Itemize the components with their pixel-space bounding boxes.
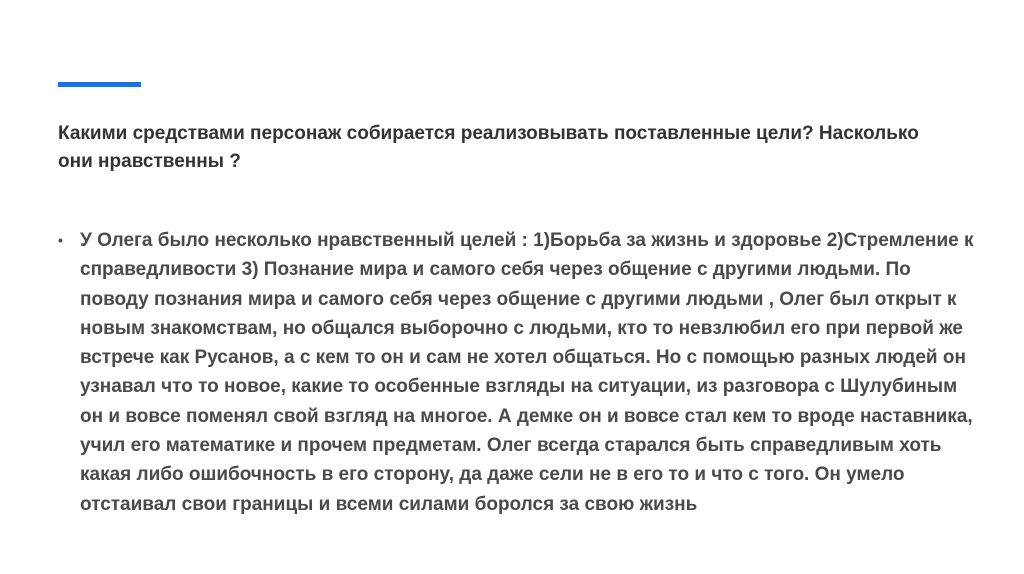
accent-bar — [58, 82, 141, 87]
bullet-text: У Олега было несколько нравственный целей : 1)Борьба за жизнь и здоровье 2)Стремление к справедливости 3) Познание мира и самого себя через общение с другими людьми. По поводу познания мира и самого себя через общение с другими людьми , Олег был открыт к новым знакомствам, но общался выборочно с людьми, кто то невзлюбил его при первой же встрече как Русанов, а с кем то он и сам не хотел общаться. Но с помощью разных людей он узнавал что то новое, какие то особенные взгляды на ситуации, из разговора с Шулубиным он и вовсе поменял свой взгляд на многое. А демке он и вовсе стал кем то вроде наставника, учил его математике и прочем предметам. Олег всегда старался быть справедливым хоть какая либо ошибочность в его сторону, да даже сели не в его то и что с того. Он умело отстаивал свои границы и всеми силами боролся за свою жизнь — [80, 230, 974, 515]
bullet-icon: • — [58, 232, 63, 248]
bullet-item — [58, 226, 978, 519]
slide-title: Какими средствами персонаж собирается реализовывать поставленные цели? Насколько они нравственны ? — [58, 123, 919, 172]
bullet-list — [58, 226, 978, 519]
